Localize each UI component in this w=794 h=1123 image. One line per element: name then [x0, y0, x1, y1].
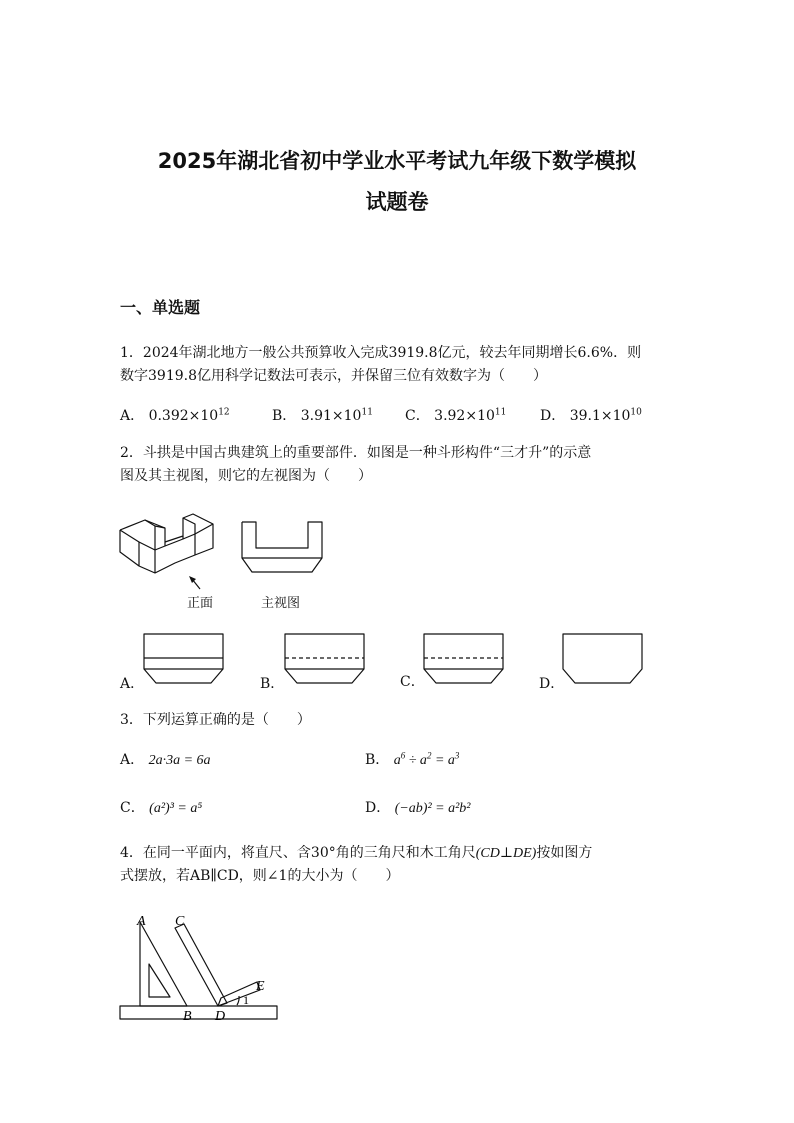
- option-exponent: 10: [630, 407, 642, 418]
- option-value: 39.1×10: [569, 408, 631, 424]
- q3-stem: 3．下列运算正确的是（ ）: [120, 712, 311, 728]
- q2-line1: 2．斗拱是中国古典建筑上的重要部件．如图是一种斗形构件“三才升”的示意: [120, 445, 592, 461]
- q4-line2: 式摆放，若AB∥CD，则∠1的大小为（ ）: [120, 868, 400, 884]
- q1-line2: 数字3919.8亿用科学记数法可表示，并保留三位有效数字为（ ）: [120, 368, 547, 384]
- option-expression: $a^6 \div a^2 = a^3$: [393, 750, 460, 768]
- label-point-a: A: [137, 914, 146, 929]
- option-exponent: 11: [494, 407, 507, 418]
- q2-option-b-letter[interactable]: B．: [260, 676, 285, 692]
- q1-line1: 1．2024年湖北地方一般公共预算收入完成3919.8亿元，较去年同期增长6.6%．则: [120, 345, 642, 361]
- q4-line1: 4．在同一平面内，将直尺、含30°角的三角尺和木工角尺(CD⊥DE)按如图方: [120, 845, 593, 861]
- q1-option-a[interactable]: [120, 405, 230, 425]
- label-point-b: B: [183, 1009, 192, 1024]
- option-letter: D．: [365, 800, 391, 816]
- option-letter: B．: [365, 752, 390, 768]
- q3-option-c[interactable]: [120, 797, 202, 817]
- q2-option-c-letter[interactable]: C．: [400, 674, 425, 690]
- section-heading: 一、单选题: [120, 298, 201, 317]
- q3-option-a[interactable]: [120, 749, 211, 769]
- label-point-c: C: [175, 914, 185, 929]
- q2-line2: 图及其主视图，则它的左视图为（ ）: [120, 468, 372, 484]
- option-value: 0.392×10: [148, 408, 219, 424]
- page-title: 2025年湖北省初中学业水平考试九年级下数学模拟: [157, 149, 637, 173]
- q1-option-d[interactable]: [540, 405, 642, 425]
- option-expression: 2a·3a = 6a: [148, 753, 211, 768]
- label-main-view: 主视图: [261, 596, 301, 611]
- arrow-icon: [186, 574, 206, 592]
- q4-figure: [115, 910, 285, 1025]
- label-angle-1: 1: [243, 993, 249, 1007]
- q2-option-d-figure[interactable]: [562, 633, 644, 685]
- option-value: 3.92×10: [434, 408, 495, 424]
- option-letter: D．: [540, 408, 566, 424]
- label-point-e: E: [256, 979, 265, 994]
- q2-option-a-figure[interactable]: [143, 633, 225, 685]
- q1-option-b[interactable]: [272, 405, 373, 425]
- q2-option-c-figure[interactable]: [423, 633, 505, 685]
- option-expression: (a²)³ = a⁵: [149, 801, 203, 816]
- q2-option-d-letter[interactable]: D．: [539, 676, 565, 692]
- main-view-figure: [240, 520, 325, 575]
- label-point-d: D: [215, 1009, 226, 1024]
- option-letter: A．: [120, 408, 145, 424]
- option-expression: (−ab)² = a²b²: [394, 801, 471, 816]
- q3-option-b[interactable]: [365, 749, 459, 769]
- q3-option-d[interactable]: [365, 797, 471, 817]
- option-value: 3.91×10: [300, 408, 362, 424]
- option-exponent: 11: [361, 407, 373, 418]
- option-letter: C．: [405, 408, 430, 424]
- option-letter: B．: [272, 408, 297, 424]
- q4-condition: (CD⊥DE): [475, 846, 537, 861]
- option-exponent: 12: [218, 407, 230, 418]
- option-letter: C．: [120, 800, 145, 816]
- page-title-line2: 试题卷: [365, 190, 429, 214]
- q1-option-c[interactable]: [405, 405, 506, 425]
- q2-option-a-letter[interactable]: A．: [120, 676, 145, 692]
- component-3d-figure: [115, 508, 220, 583]
- label-front: 正面: [187, 596, 214, 611]
- q2-option-b-figure[interactable]: [284, 633, 366, 685]
- option-letter: A．: [120, 752, 145, 768]
